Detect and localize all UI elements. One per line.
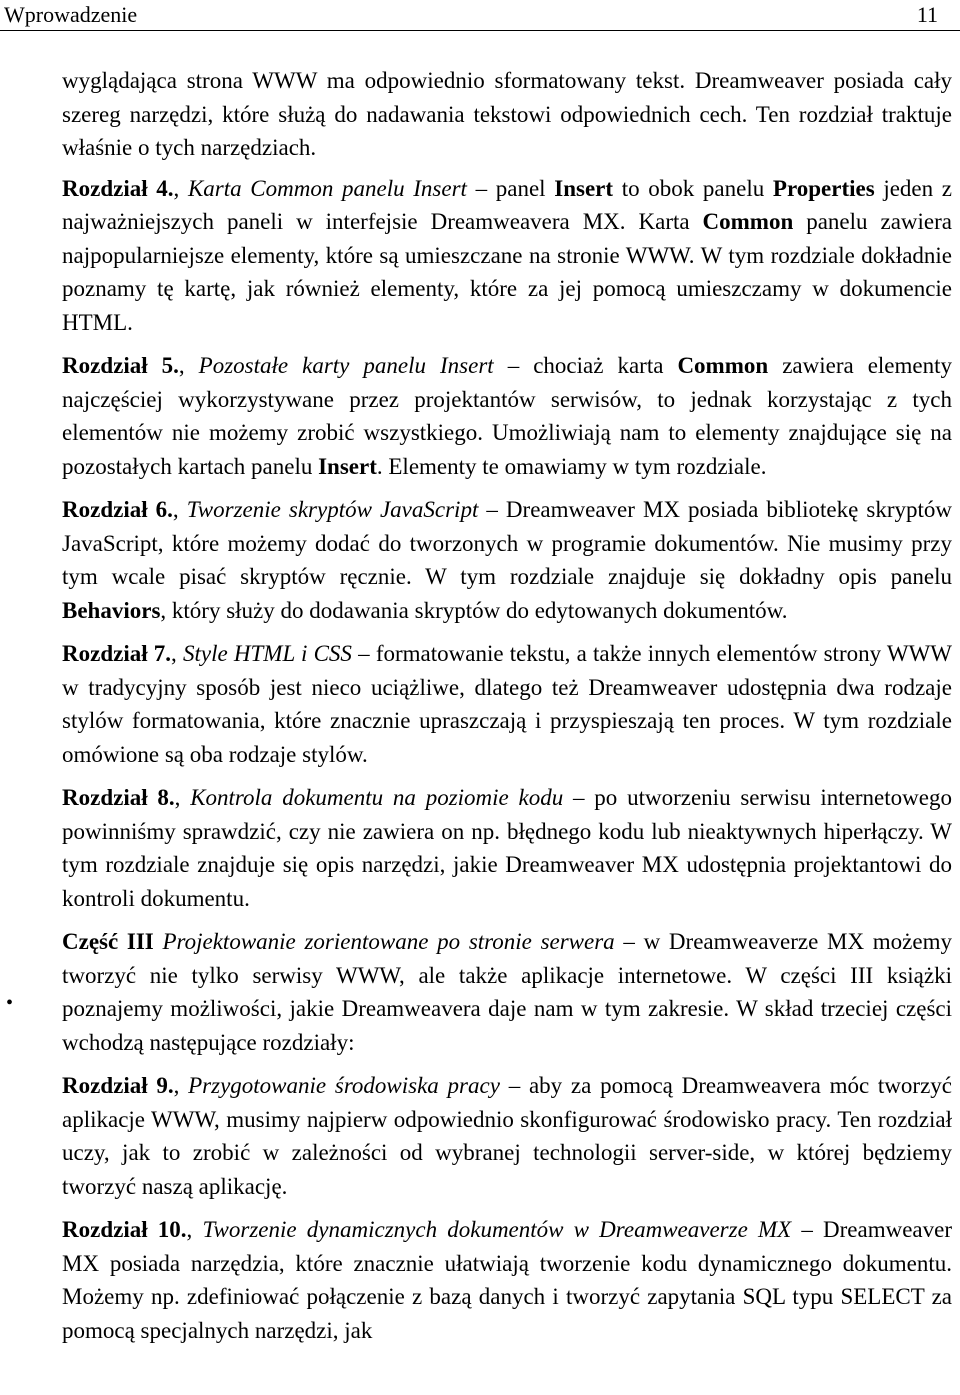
part-3-paragraph xyxy=(62,925,952,1059)
bold-term: Insert xyxy=(554,175,614,201)
chapter-7-paragraph xyxy=(62,637,952,771)
text-run: to obok panelu xyxy=(613,175,773,201)
chapter-label: Rozdział 7. xyxy=(62,641,172,666)
text-run: , który służy do dodawania skryptów do edytowanych dokumentów. xyxy=(160,597,788,623)
bold-term: Common xyxy=(677,353,769,378)
chapter-6-paragraph xyxy=(62,493,952,627)
bold-term: Insert xyxy=(318,453,377,479)
separator: , xyxy=(174,785,191,810)
chapter-9-paragraph xyxy=(62,1069,952,1203)
chapter-title: Tworzenie skryptów JavaScript xyxy=(186,497,479,522)
section-title: Wprowadzenie xyxy=(4,2,138,27)
text-run: panelu zawiera najpopularniejsze elementy, które są umieszczane na stronie WWW. W tym rozdziale dokładnie poznamy tę kartę, jak również elementy, które za jej pomocą umieszczamy w dokumencie HTML. xyxy=(62,209,952,335)
chapter-5-paragraph xyxy=(62,349,952,483)
text-run: . Elementy te omawiamy w tym rozdziale. xyxy=(376,453,767,479)
bold-term: Behaviors xyxy=(62,597,161,623)
separator: , xyxy=(186,1217,203,1242)
chapter-title: Pozostałe karty panelu Insert xyxy=(198,353,494,378)
separator: , xyxy=(172,497,187,522)
text-run: jeden z najważniejszych paneli w interfejsie Dreamweavera MX. Karta xyxy=(62,175,953,234)
body-text xyxy=(62,64,952,1357)
chapter-title: Tworzenie dynamicznych dokumentów w Dreamweaverze MX xyxy=(202,1217,792,1242)
chapter-title: Kontrola dokumentu na poziomie kodu xyxy=(190,785,564,810)
chapter-title: Przygotowanie środowiska pracy xyxy=(188,1073,500,1098)
page-number: 11 xyxy=(916,2,938,27)
text-run: – aby za pomocą Dreamweavera móc tworzyć aplikacje WWW, musimy najpierw odpowiednio skonfigurować środowisko pracy. Ten rozdział uczy, jak to zrobić w zależności od wybranej technologii server-side, w której będziemy tworzyć naszą aplikację. xyxy=(62,1073,953,1199)
text-run: zawiera elementy najczęściej wykorzystywane przez projektantów serwisów, to jednak korzystając z tych elementów nie możemy zrobić wszystkiego. Umożliwiają nam to elementy znajdujące się na pozostałych kartach panelu xyxy=(62,353,952,479)
text-run: – w Dreamweaverze MX możemy tworzyć nie tylko serwisy WWW, ale także aplikacje internetowe. W części III książki poznajemy możliwości, jakie Dreamweavera daje nam w tym zakresie. W skład trzeciej części wchodzą następujące rozdziały: xyxy=(62,929,952,1055)
chapter-label: Rozdział 8. xyxy=(62,785,175,810)
chapter-label: Rozdział 4. xyxy=(62,175,174,201)
separator: , xyxy=(178,353,199,378)
chapter-label: Rozdział 10. xyxy=(62,1217,187,1242)
chapter-title: Style HTML i CSS xyxy=(183,641,352,666)
text-run: – formatowanie tekstu, a także innych elementów strony WWW w tradycyjny sposób jest nieco uciążliwe, dlatego też Dreamweaver udostępnia dwa rodzaje stylów formatowania, które znacznie upraszczają i przyspieszają ten proces. W tym rozdziale omówione są oba rodzaje stylów. xyxy=(62,641,952,767)
bold-term: Properties xyxy=(772,175,875,201)
text-run: – Dreamweaver MX posiada bibliotekę skryptów JavaScript, które możemy dodać do tworzonych w programie dokumentów. Nie musimy przy tym wcale pisać skryptów ręcznie. W tym rozdziale znajduje się dokładny opis panelu xyxy=(62,497,952,589)
part-label: Część III xyxy=(62,929,154,954)
bullet-icon: • xyxy=(6,992,14,1014)
chapter-10-paragraph xyxy=(62,1213,952,1347)
part-title: Projektowanie zorientowane po stronie serwera xyxy=(162,929,615,954)
text-run: – po utworzeniu serwisu internetowego powinniśmy sprawdzić, czy nie zawiera on np. błędnego kodu lub nieaktywnych hiperłączy. W tym rozdziale znajduje się opis narzędzi, jakie Dreamweaver MX udostępnia projektantowi do kontroli dokumentu. xyxy=(62,785,952,911)
chapter-label: Rozdział 5. xyxy=(62,353,179,378)
chapter-label: Rozdział 6. xyxy=(62,497,173,522)
text-run: – Dreamweaver MX posiada narzędzia, które znacznie ułatwiają tworzenie kodu dynamicznego dokumentu. Możemy np. zdefiniować połączenie z bazą danych i tworzyć zapytania SQL typu SELECT za pomocą specjalnych narzędzi, jak xyxy=(62,1217,953,1343)
chapter-title: Karta Common panelu Insert xyxy=(187,175,467,201)
separator: , xyxy=(173,175,188,201)
chapter-4-paragraph xyxy=(62,172,952,340)
chapter-8-paragraph xyxy=(62,781,952,915)
separator: , xyxy=(171,641,183,666)
chapter-label: Rozdział 9. xyxy=(62,1073,174,1098)
intro-paragraph xyxy=(62,64,952,165)
text-run: – panel xyxy=(466,175,555,201)
intro-text: wyglądająca strona WWW ma odpowiednio sformatowany tekst. Dreamweaver posiada cały szereg narzędzi, które służą do nadawania tekstowi odpowiednich cech. Ten rozdział traktuje właśnie o tych narzędziach. xyxy=(62,68,952,160)
bold-term: Common xyxy=(702,209,794,234)
text-run: – chociaż karta xyxy=(493,353,678,378)
separator: , xyxy=(173,1073,189,1098)
running-head xyxy=(0,0,960,31)
